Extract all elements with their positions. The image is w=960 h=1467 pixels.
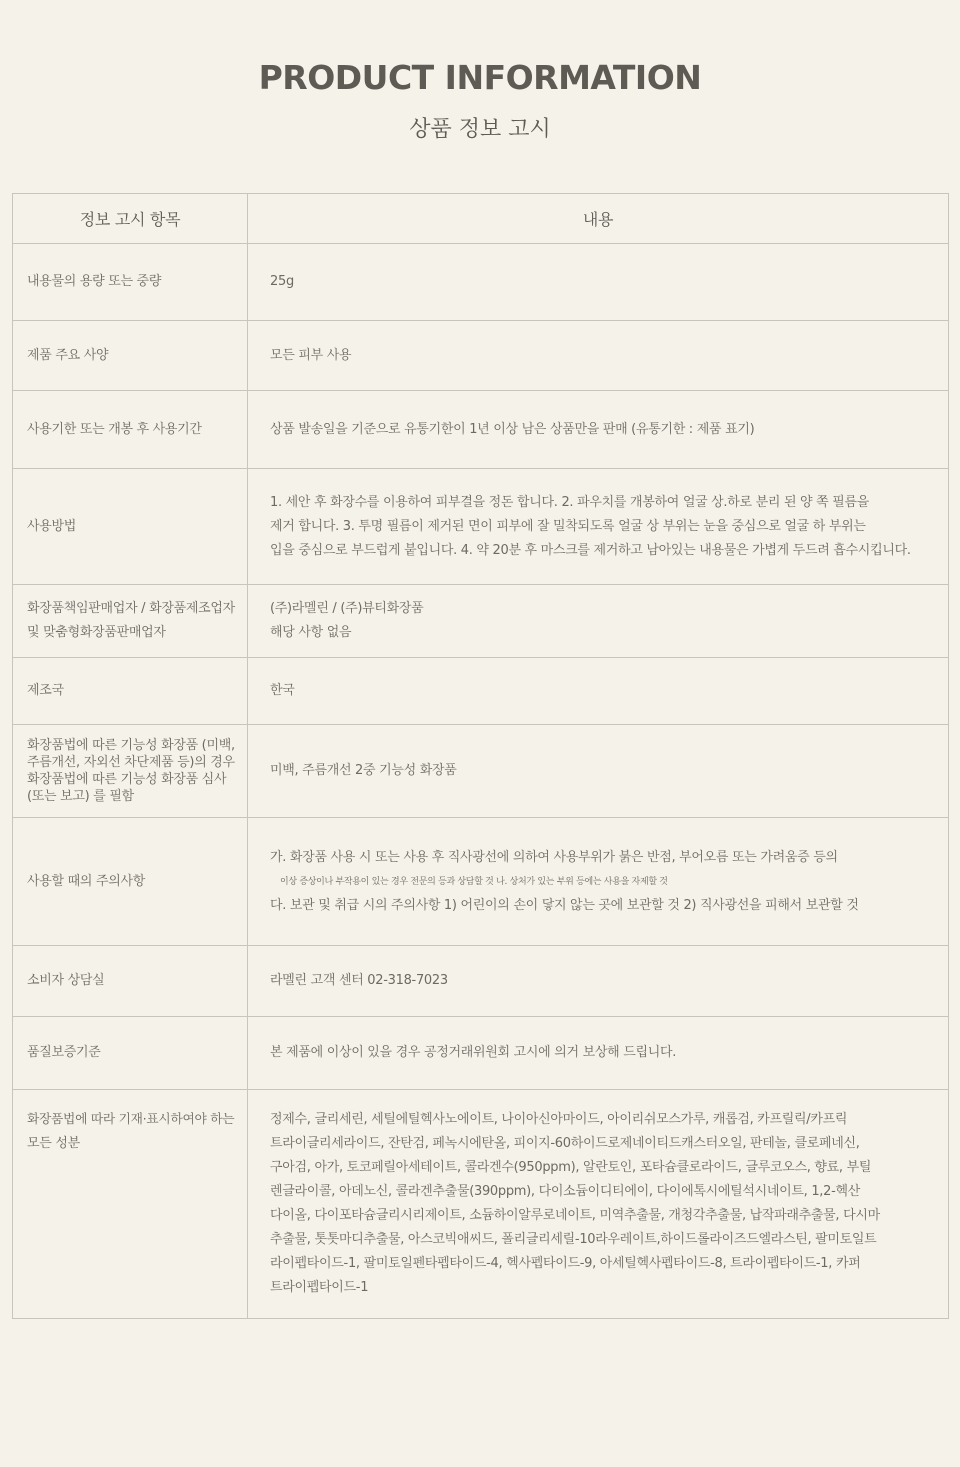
row-value-line: 미백, 주름개선 2중 기능성 화장품 bbox=[270, 763, 457, 778]
table-row bbox=[13, 585, 949, 658]
page-title: PRODUCT INFORMATION bbox=[258, 58, 702, 97]
row-label bbox=[13, 1017, 248, 1090]
row-value bbox=[248, 244, 949, 321]
row-label bbox=[13, 469, 248, 585]
table-row bbox=[13, 321, 949, 391]
row-label-line: 사용방법 bbox=[27, 518, 77, 534]
row-value-line: 렌글라이콜, 아데노신, 콜라겐추출물(390ppm), 다이소듐이디티에이, 다이에톡시에틸석시네이트, 1,2-헥산 bbox=[270, 1184, 861, 1199]
table-row bbox=[13, 1017, 949, 1090]
row-label-line: 모든 성분 bbox=[27, 1136, 80, 1151]
row-value-line: 해당 사항 없음 bbox=[270, 625, 352, 640]
row-value-line: 라멜린 고객 센터 02-318-7023 bbox=[270, 973, 448, 988]
row-value-line: 정제수, 글리세린, 세틸에틸헥사노에이트, 나이아신아마이드, 아이리쉬모스가루, 캐롭검, 카프릴릭/카프릭 bbox=[270, 1112, 848, 1127]
row-label bbox=[13, 391, 248, 469]
row-value bbox=[248, 818, 949, 946]
row-value-line: 트라이펩타이드-1 bbox=[270, 1280, 369, 1295]
row-value-line: 상품 발송일을 기준으로 유통기한이 1년 이상 남은 상품만을 판매 (유통기한 : 제품 표기) bbox=[270, 421, 755, 437]
row-value bbox=[248, 658, 949, 725]
column-header-item: 정보 고시 항목 bbox=[13, 194, 248, 244]
table-row bbox=[13, 658, 949, 725]
row-label bbox=[13, 321, 248, 391]
table-row bbox=[13, 946, 949, 1017]
row-label-line: 제조국 bbox=[27, 683, 64, 698]
row-label-line: 및 맞춤형화장품판매업자 bbox=[27, 625, 166, 640]
row-label bbox=[13, 725, 248, 818]
row-value bbox=[248, 946, 949, 1017]
table-row bbox=[13, 818, 949, 946]
row-value bbox=[248, 585, 949, 658]
row-value-line: 다이올, 다이포타슘글리시리제이트, 소듐하이알루로네이트, 미역추출물, 개청각추출물, 납작파래추출물, 다시마 bbox=[270, 1208, 880, 1223]
row-value-line: (주)라멜린 / (주)뷰티화장품 bbox=[270, 601, 424, 616]
row-value-line: 한국 bbox=[270, 683, 295, 698]
row-label-line: 화장품법에 따라 기재·표시하여야 하는 bbox=[27, 1112, 235, 1127]
row-value bbox=[248, 1017, 949, 1090]
row-label-line: 화장품책임판매업자 / 화장품제조업자 bbox=[27, 601, 235, 616]
table-row bbox=[13, 1090, 949, 1319]
row-value bbox=[248, 391, 949, 469]
row-label-line: 화장품법에 따른 기능성 화장품 심사 bbox=[27, 772, 227, 787]
row-label-line: 사용기한 또는 개봉 후 사용기간 bbox=[27, 421, 202, 437]
row-value bbox=[248, 469, 949, 585]
row-value-line: 본 제품에 이상이 있을 경우 공정거래위원회 고시에 의거 보상해 드립니다. bbox=[270, 1045, 677, 1060]
row-label bbox=[13, 585, 248, 658]
table-row bbox=[13, 725, 949, 818]
row-value-line: 라이펩타이드-1, 팔미토일펜타펩타이드-4, 헥사펩타이드-9, 아세틸헥사펩타이드-8, 트라이펩타이드-1, 카퍼 bbox=[270, 1256, 861, 1271]
row-value-line: 가. 화장품 사용 시 또는 사용 후 직사광선에 의하여 사용부위가 붉은 반점, 부어오름 또는 가려움증 등의 bbox=[270, 849, 838, 865]
row-value bbox=[248, 1090, 949, 1319]
row-value-line: 1. 세안 후 화장수를 이용하여 피부결을 정돈 합니다. 2. 파우치를 개봉하여 얼굴 상.하로 분리 된 양 쪽 필름을 bbox=[270, 494, 870, 510]
row-label-line: 사용할 때의 주의사항 bbox=[27, 873, 145, 889]
row-label-line: 제품 주요 사양 bbox=[27, 347, 109, 363]
row-value-line: 입을 중심으로 부드럽게 붙입니다. 4. 약 20분 후 마스크를 제거하고 남아있는 내용물은 가볍게 두드려 흡수시킵니다. bbox=[270, 542, 911, 558]
row-label bbox=[13, 244, 248, 321]
column-header-content: 내용 bbox=[248, 194, 949, 244]
row-value-line: 이상 증상이나 부작용이 있는 경우 전문의 등과 상담할 것 나. 상처가 있는 부위 등에는 사용을 자제할 것 bbox=[280, 876, 668, 887]
row-value-line: 추출물, 톳톳마디추출물, 아스코빅애씨드, 폴리글리세릴-10라우레이트,하이드롤라이즈드엘라스틴, 팔미토일트 bbox=[270, 1232, 877, 1247]
table-row bbox=[13, 469, 949, 585]
row-label bbox=[13, 946, 248, 1017]
table-row bbox=[13, 244, 949, 321]
row-value-line: 구아검, 아가, 토코페릴아세테이트, 콜라겐수(950ppm), 알란토인, 포타슘클로라이드, 글루코오스, 향료, 부틸 bbox=[270, 1160, 872, 1175]
row-label-line: 내용물의 용량 또는 중량 bbox=[27, 274, 162, 289]
row-label bbox=[13, 818, 248, 946]
row-value-line: 25g bbox=[270, 274, 294, 289]
row-label bbox=[13, 1090, 248, 1319]
row-label-line: (또는 보고) 를 필함 bbox=[27, 789, 134, 804]
row-label-line: 화장품법에 따른 기능성 화장품 (미백, bbox=[27, 738, 235, 753]
table-row bbox=[13, 391, 949, 469]
row-value-line: 모든 피부 사용 bbox=[270, 347, 352, 363]
page-subtitle: 상품 정보 고시 bbox=[409, 117, 551, 142]
row-value-line: 제거 합니다. 3. 투명 필름이 제거된 면이 피부에 잘 밀착되도록 얼굴 상 부위는 눈을 중심으로 얼굴 하 부위는 bbox=[270, 518, 866, 534]
row-label bbox=[13, 658, 248, 725]
product-info-table bbox=[12, 193, 949, 1319]
row-value-line: 다. 보관 및 취급 시의 주의사항 1) 어린이의 손이 닿지 않는 곳에 보관할 것 2) 직사광선을 피해서 보관할 것 bbox=[270, 897, 859, 913]
row-value-line: 트라이글리세라이드, 잔탄검, 페녹시에탄올, 피이지-60하이드로제네이티드캐스터오일, 판테놀, 클로페네신, bbox=[270, 1136, 860, 1151]
row-label-line: 주름개선, 자외선 차단제품 등)의 경우 bbox=[27, 755, 235, 770]
row-label-line: 품질보증기준 bbox=[27, 1045, 101, 1060]
table-header-row bbox=[13, 194, 949, 244]
row-label-line: 소비자 상담실 bbox=[27, 973, 105, 988]
row-value bbox=[248, 321, 949, 391]
row-value bbox=[248, 725, 949, 818]
